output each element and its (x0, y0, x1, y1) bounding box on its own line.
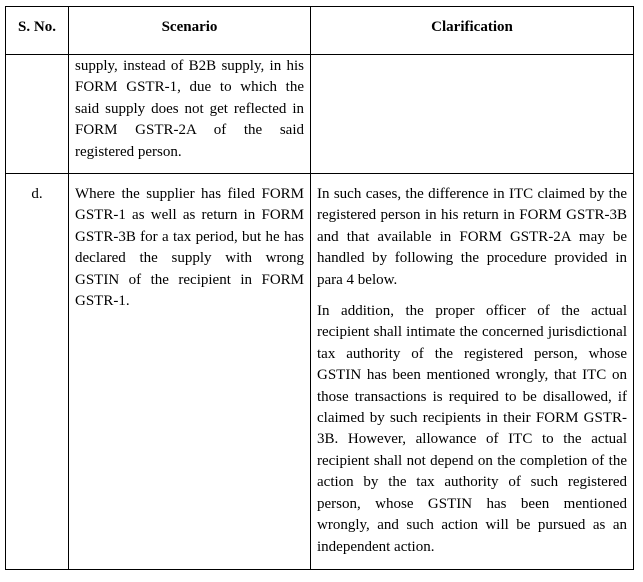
table-row (6, 55, 634, 174)
table-row (6, 174, 634, 570)
header-sno: S. No. (6, 7, 69, 55)
clarification-paragraph: In such cases, the difference in ITC claimed by the registered person in his return in FORM GSTR-3B and that available in FORM GSTR-2A may be handled by following the procedure provided in para 4 below. (317, 186, 627, 288)
row-clarification-cell (311, 174, 634, 570)
row-sno-cell (6, 174, 69, 570)
row-sno-cell (6, 55, 69, 174)
row-clarification-cell (311, 55, 634, 174)
header-scenario: Scenario (69, 7, 311, 55)
scenario-text: supply, instead of B2B supply, in his FORM GSTR-1, due to which the said supply does not get reflected in FORM GSTR-2A of the said registered person. (75, 58, 304, 160)
clarification-paragraph: In addition, the proper officer of the actual recipient shall intimate the concerned jurisdictional tax authority of the registered person, whose GSTIN has been mentioned wrongly, that ITC on those transactions is required to be disallowed, if claimed by such recipients in their FORM GSTR-3B. However, allowance of ITC to the actual recipient shall not depend on the completion of the action by the tax authority of such registered person, whose GSTIN has been mentioned wrongly, and such action will be pursued as an independent action. (317, 303, 627, 555)
table-header-row (6, 7, 634, 55)
header-clarification: Clarification (311, 7, 634, 55)
serial-number: d. (31, 186, 43, 202)
row-scenario-cell (69, 55, 311, 174)
clarification-table (5, 6, 634, 570)
row-scenario-cell (69, 174, 311, 570)
scenario-text: Where the supplier has filed FORM GSTR-1 as well as return in FORM GSTR-3B for a tax period, but he has declared the supply with wrong GSTIN of the recipient in FORM GSTR-1. (75, 186, 304, 310)
